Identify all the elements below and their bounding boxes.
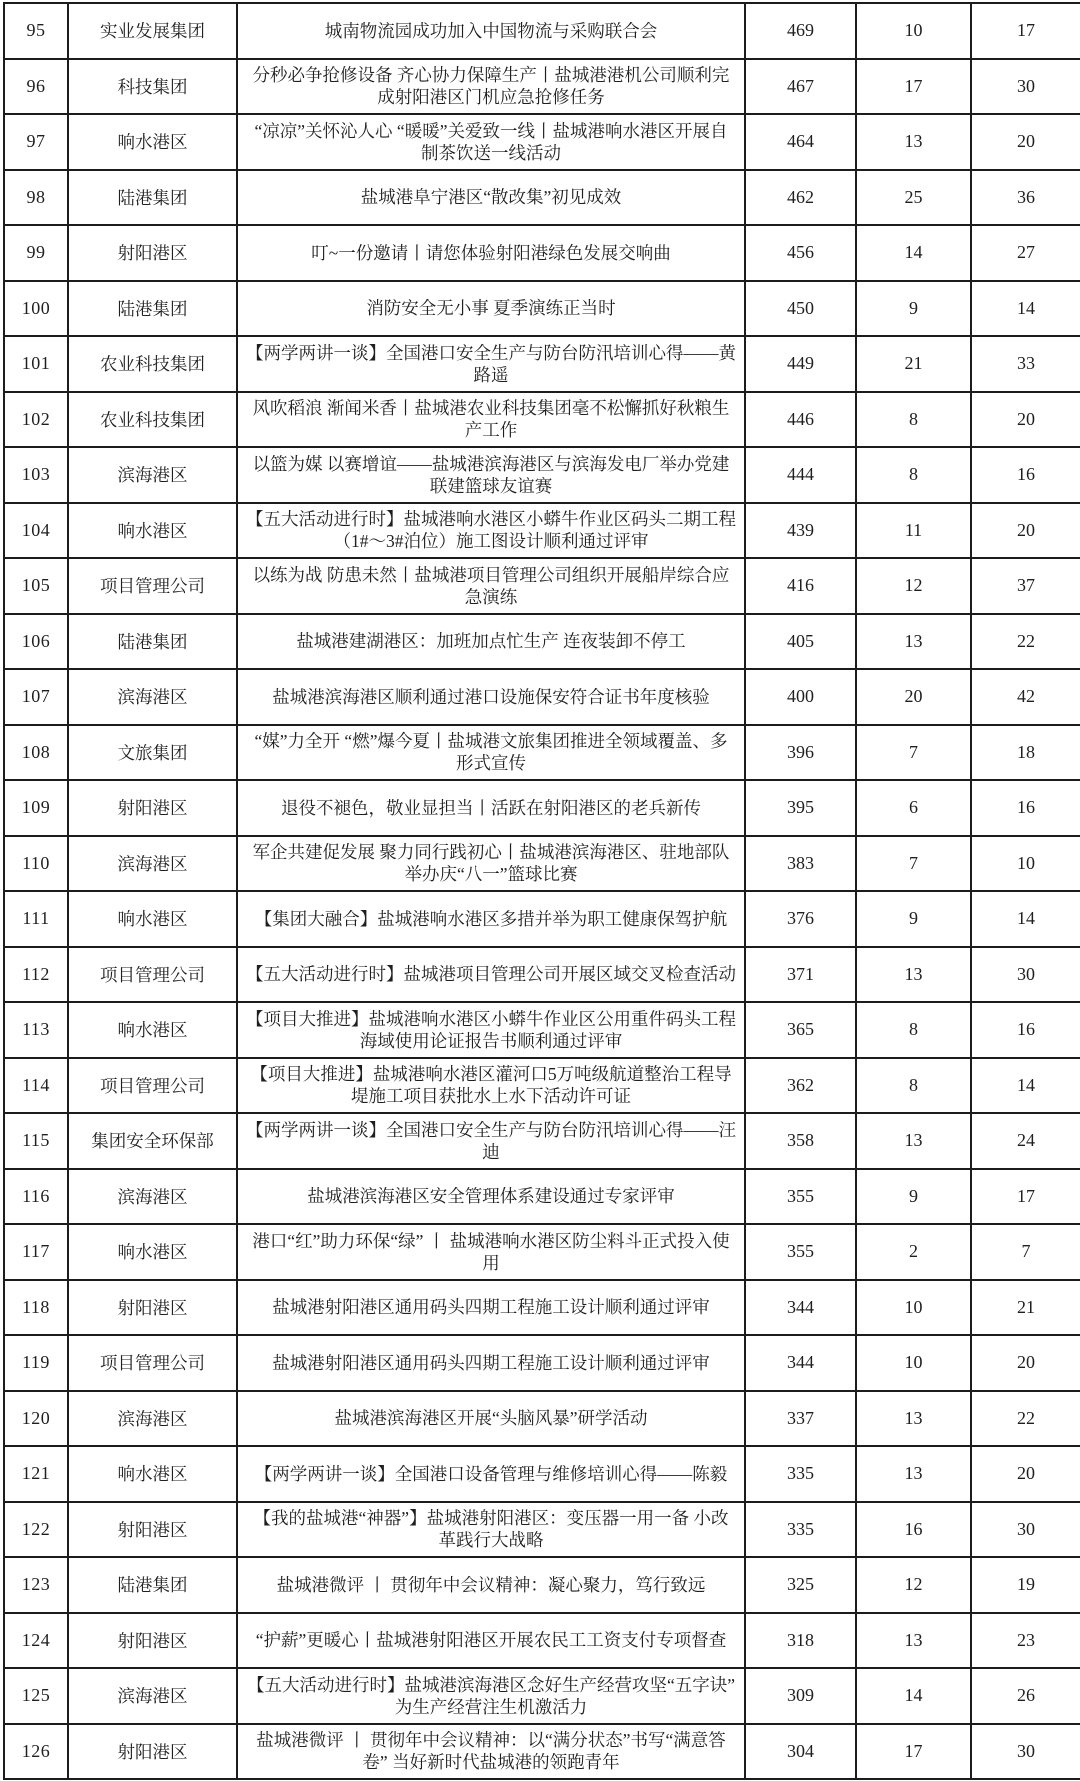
metric-3-cell: 21 [971,1280,1080,1336]
metric-3-cell: 17 [971,1169,1080,1225]
metric-2-cell: 10 [856,3,971,59]
metric-2-cell: 9 [856,891,971,947]
article-title-cell: 城南物流园成功加入中国物流与采购联合会 [237,3,745,59]
row-number-cell: 106 [4,614,68,670]
metric-1-cell: 371 [745,947,856,1003]
metric-1-cell: 449 [745,336,856,392]
metric-3-cell: 26 [971,1668,1080,1724]
metric-1-cell: 439 [745,503,856,559]
group-name-cell: 响水港区 [68,503,237,559]
metric-2-cell: 13 [856,1613,971,1669]
metric-2-cell: 13 [856,1113,971,1169]
row-number-cell: 112 [4,947,68,1003]
table-row [4,225,1080,281]
article-title-cell: 【集团大融合】盐城港响水港区多措并举为职工健康保驾护航 [237,891,745,947]
article-title-cell: 盐城港滨海港区顺利通过港口设施保安符合证书年度核验 [237,669,745,725]
group-name-cell: 响水港区 [68,1224,237,1280]
metric-1-cell: 446 [745,392,856,448]
metric-3-cell: 17 [971,3,1080,59]
row-number-cell: 97 [4,114,68,170]
table-row [4,891,1080,947]
metric-3-cell: 20 [971,1446,1080,1502]
table-row [4,114,1080,170]
metric-3-cell: 24 [971,1113,1080,1169]
row-number-cell: 121 [4,1446,68,1502]
metric-2-cell: 7 [856,725,971,781]
metric-3-cell: 37 [971,558,1080,614]
article-title-cell: 盐城港微评 丨 贯彻年中会议精神：以“满分状态”书写“满意答卷” 当好新时代盐城港的领跑青年 [237,1724,745,1780]
metric-2-cell: 8 [856,392,971,448]
row-number-cell: 109 [4,780,68,836]
table-row [4,669,1080,725]
metric-2-cell: 17 [856,1724,971,1780]
metric-1-cell: 318 [745,1613,856,1669]
article-title-cell: 港口“红”助力环保“绿” 丨 盐城港响水港区防尘料斗正式投入使用 [237,1224,745,1280]
metric-1-cell: 325 [745,1557,856,1613]
article-title-cell: 分秒必争抢修设备 齐心协力保障生产丨盐城港港机公司顺利完成射阳港区门机应急抢修任务 [237,59,745,115]
table-row [4,1002,1080,1058]
row-number-cell: 125 [4,1668,68,1724]
metric-2-cell: 10 [856,1280,971,1336]
table-row [4,780,1080,836]
metric-2-cell: 8 [856,1002,971,1058]
metric-3-cell: 16 [971,447,1080,503]
row-number-cell: 126 [4,1724,68,1780]
row-number-cell: 122 [4,1502,68,1558]
article-title-cell: 盐城港射阳港区通用码头四期工程施工设计顺利通过评审 [237,1280,745,1336]
metric-3-cell: 7 [971,1224,1080,1280]
article-title-cell: 盐城港滨海港区开展“头脑风暴”研学活动 [237,1391,745,1447]
row-number-cell: 105 [4,558,68,614]
article-title-cell: 退役不褪色，敬业显担当丨活跃在射阳港区的老兵新传 [237,780,745,836]
metric-3-cell: 22 [971,1391,1080,1447]
metric-3-cell: 20 [971,1335,1080,1391]
metric-2-cell: 8 [856,447,971,503]
metric-1-cell: 304 [745,1724,856,1780]
metric-3-cell: 30 [971,1724,1080,1780]
article-title-cell: 盐城港微评 丨 贯彻年中会议精神：凝心聚力，笃行致远 [237,1557,745,1613]
metric-2-cell: 17 [856,59,971,115]
table-row [4,1280,1080,1336]
article-title-cell: 叮~一份邀请丨请您体验射阳港绿色发展交响曲 [237,225,745,281]
article-title-cell: 【我的盐城港“神器”】盐城港射阳港区：变压器一用一备 小改革践行大战略 [237,1502,745,1558]
group-name-cell: 射阳港区 [68,225,237,281]
metric-3-cell: 42 [971,669,1080,725]
metric-3-cell: 27 [971,225,1080,281]
article-title-cell: 【两学两讲一谈】全国港口安全生产与防台防汛培训心得——汪迪 [237,1113,745,1169]
metric-3-cell: 16 [971,1002,1080,1058]
metric-3-cell: 14 [971,1058,1080,1114]
article-title-cell: 【五大活动进行时】盐城港滨海港区念好生产经营攻坚“五字诀” 为生产经营注生机激活力 [237,1668,745,1724]
metric-3-cell: 14 [971,891,1080,947]
metric-1-cell: 464 [745,114,856,170]
row-number-cell: 119 [4,1335,68,1391]
group-name-cell: 响水港区 [68,1002,237,1058]
row-number-cell: 96 [4,59,68,115]
metric-1-cell: 362 [745,1058,856,1114]
row-number-cell: 103 [4,447,68,503]
metric-3-cell: 36 [971,170,1080,226]
row-number-cell: 98 [4,170,68,226]
metric-3-cell: 22 [971,614,1080,670]
table-row [4,392,1080,448]
metric-2-cell: 13 [856,1446,971,1502]
row-number-cell: 99 [4,225,68,281]
metric-3-cell: 23 [971,1613,1080,1669]
metric-3-cell: 20 [971,392,1080,448]
metric-3-cell: 10 [971,836,1080,892]
group-name-cell: 滨海港区 [68,836,237,892]
table-row [4,1335,1080,1391]
table-row [4,3,1080,59]
metric-2-cell: 21 [856,336,971,392]
article-title-cell: “护薪”更暖心丨盐城港射阳港区开展农民工工资支付专项督查 [237,1613,745,1669]
group-name-cell: 射阳港区 [68,1280,237,1336]
group-name-cell: 农业科技集团 [68,336,237,392]
metric-2-cell: 14 [856,1668,971,1724]
group-name-cell: 滨海港区 [68,1169,237,1225]
row-number-cell: 115 [4,1113,68,1169]
row-number-cell: 117 [4,1224,68,1280]
table-row [4,614,1080,670]
metric-1-cell: 344 [745,1280,856,1336]
article-title-cell: 【五大活动进行时】盐城港项目管理公司开展区域交叉检查活动 [237,947,745,1003]
metric-1-cell: 416 [745,558,856,614]
metric-1-cell: 396 [745,725,856,781]
article-title-cell: 盐城港滨海港区安全管理体系建设通过专家评审 [237,1169,745,1225]
metric-2-cell: 2 [856,1224,971,1280]
group-name-cell: 滨海港区 [68,1668,237,1724]
metric-1-cell: 344 [745,1335,856,1391]
table-row [4,1391,1080,1447]
table-row [4,59,1080,115]
row-number-cell: 114 [4,1058,68,1114]
metric-2-cell: 9 [856,281,971,337]
metric-1-cell: 335 [745,1446,856,1502]
metric-2-cell: 11 [856,503,971,559]
table-row [4,170,1080,226]
metric-3-cell: 30 [971,1502,1080,1558]
metric-3-cell: 20 [971,503,1080,559]
metric-1-cell: 400 [745,669,856,725]
metric-2-cell: 13 [856,614,971,670]
metric-1-cell: 469 [745,3,856,59]
metric-1-cell: 358 [745,1113,856,1169]
group-name-cell: 滨海港区 [68,1391,237,1447]
row-number-cell: 111 [4,891,68,947]
metric-2-cell: 20 [856,669,971,725]
group-name-cell: 集团安全环保部 [68,1113,237,1169]
group-name-cell: 射阳港区 [68,1724,237,1780]
row-number-cell: 104 [4,503,68,559]
table-row [4,1502,1080,1558]
article-title-cell: 【项目大推进】盐城港响水港区灌河口5万吨级航道整治工程导堤施工项目获批水上水下活动许可证 [237,1058,745,1114]
metric-1-cell: 405 [745,614,856,670]
article-title-cell: 【两学两讲一谈】全国港口设备管理与维修培训心得——陈毅 [237,1446,745,1502]
metric-3-cell: 20 [971,114,1080,170]
metric-2-cell: 25 [856,170,971,226]
table-row [4,558,1080,614]
table-row [4,1058,1080,1114]
metric-1-cell: 383 [745,836,856,892]
metric-3-cell: 18 [971,725,1080,781]
table-row [4,503,1080,559]
group-name-cell: 响水港区 [68,114,237,170]
group-name-cell: 项目管理公司 [68,558,237,614]
article-title-cell: 盐城港阜宁港区“散改集”初见成效 [237,170,745,226]
table-row [4,947,1080,1003]
table-row [4,1668,1080,1724]
metric-3-cell: 16 [971,780,1080,836]
article-title-cell: 【五大活动进行时】盐城港响水港区小蟒牛作业区码头二期工程（1#～3#泊位）施工图设计顺利通过评审 [237,503,745,559]
table-row [4,836,1080,892]
group-name-cell: 滨海港区 [68,669,237,725]
row-number-cell: 113 [4,1002,68,1058]
group-name-cell: 滨海港区 [68,447,237,503]
article-title-cell: 风吹稻浪 渐闻米香丨盐城港农业科技集团毫不松懈抓好秋粮生产工作 [237,392,745,448]
table-row [4,1724,1080,1780]
row-number-cell: 124 [4,1613,68,1669]
metric-1-cell: 365 [745,1002,856,1058]
article-title-cell: 【两学两讲一谈】全国港口安全生产与防台防汛培训心得——黄路遥 [237,336,745,392]
metric-3-cell: 19 [971,1557,1080,1613]
metric-3-cell: 33 [971,336,1080,392]
table-row [4,1613,1080,1669]
metric-2-cell: 14 [856,225,971,281]
article-title-cell: 盐城港建湖港区：加班加点忙生产 连夜装卸不停工 [237,614,745,670]
article-title-cell: 军企共建促发展 聚力同行践初心丨盐城港滨海港区、驻地部队举办庆“八一”篮球比赛 [237,836,745,892]
metric-1-cell: 355 [745,1224,856,1280]
article-title-cell: 以篮为媒 以赛增谊——盐城港滨海港区与滨海发电厂举办党建联建篮球友谊赛 [237,447,745,503]
group-name-cell: 陆港集团 [68,1557,237,1613]
metric-2-cell: 12 [856,558,971,614]
metric-2-cell: 10 [856,1335,971,1391]
metric-2-cell: 6 [856,780,971,836]
metric-2-cell: 13 [856,947,971,1003]
group-name-cell: 射阳港区 [68,1502,237,1558]
group-name-cell: 农业科技集团 [68,392,237,448]
metric-3-cell: 30 [971,947,1080,1003]
metric-1-cell: 376 [745,891,856,947]
group-name-cell: 文旅集团 [68,725,237,781]
metric-1-cell: 462 [745,170,856,226]
table-row [4,1446,1080,1502]
metric-2-cell: 16 [856,1502,971,1558]
metric-1-cell: 309 [745,1668,856,1724]
group-name-cell: 射阳港区 [68,780,237,836]
group-name-cell: 陆港集团 [68,170,237,226]
group-name-cell: 科技集团 [68,59,237,115]
row-number-cell: 107 [4,669,68,725]
metric-2-cell: 7 [856,836,971,892]
metric-2-cell: 8 [856,1058,971,1114]
table-row [4,1224,1080,1280]
ranking-table [3,2,1080,1780]
metric-1-cell: 456 [745,225,856,281]
article-title-cell: 【项目大推进】盐城港响水港区小蟒牛作业区公用重件码头工程海域使用论证报告书顺利通过评审 [237,1002,745,1058]
group-name-cell: 项目管理公司 [68,947,237,1003]
metric-1-cell: 337 [745,1391,856,1447]
row-number-cell: 100 [4,281,68,337]
row-number-cell: 95 [4,3,68,59]
metric-1-cell: 450 [745,281,856,337]
metric-1-cell: 444 [745,447,856,503]
article-title-cell: “媒”力全开 “燃”爆今夏丨盐城港文旅集团推进全领域覆盖、多形式宣传 [237,725,745,781]
table-row [4,1169,1080,1225]
row-number-cell: 120 [4,1391,68,1447]
metric-1-cell: 335 [745,1502,856,1558]
row-number-cell: 110 [4,836,68,892]
group-name-cell: 实业发展集团 [68,3,237,59]
metric-1-cell: 467 [745,59,856,115]
metric-3-cell: 30 [971,59,1080,115]
table-row [4,725,1080,781]
table-row [4,281,1080,337]
article-title-cell: “凉凉”关怀沁人心 “暖暖”关爱致一线丨盐城港响水港区开展自制茶饮送一线活动 [237,114,745,170]
group-name-cell: 响水港区 [68,891,237,947]
group-name-cell: 项目管理公司 [68,1058,237,1114]
metric-2-cell: 12 [856,1557,971,1613]
group-name-cell: 射阳港区 [68,1613,237,1669]
row-number-cell: 101 [4,336,68,392]
table-row [4,447,1080,503]
metric-3-cell: 14 [971,281,1080,337]
row-number-cell: 123 [4,1557,68,1613]
row-number-cell: 102 [4,392,68,448]
group-name-cell: 陆港集团 [68,281,237,337]
table-row [4,1113,1080,1169]
group-name-cell: 项目管理公司 [68,1335,237,1391]
table-row [4,336,1080,392]
row-number-cell: 118 [4,1280,68,1336]
article-title-cell: 以练为战 防患未然丨盐城港项目管理公司组织开展船岸综合应急演练 [237,558,745,614]
group-name-cell: 响水港区 [68,1446,237,1502]
article-title-cell: 盐城港射阳港区通用码头四期工程施工设计顺利通过评审 [237,1335,745,1391]
metric-1-cell: 395 [745,780,856,836]
metric-1-cell: 355 [745,1169,856,1225]
article-title-cell: 消防安全无小事 夏季演练正当时 [237,281,745,337]
group-name-cell: 陆港集团 [68,614,237,670]
metric-2-cell: 13 [856,114,971,170]
table-row [4,1557,1080,1613]
metric-2-cell: 13 [856,1391,971,1447]
row-number-cell: 108 [4,725,68,781]
metric-2-cell: 9 [856,1169,971,1225]
row-number-cell: 116 [4,1169,68,1225]
